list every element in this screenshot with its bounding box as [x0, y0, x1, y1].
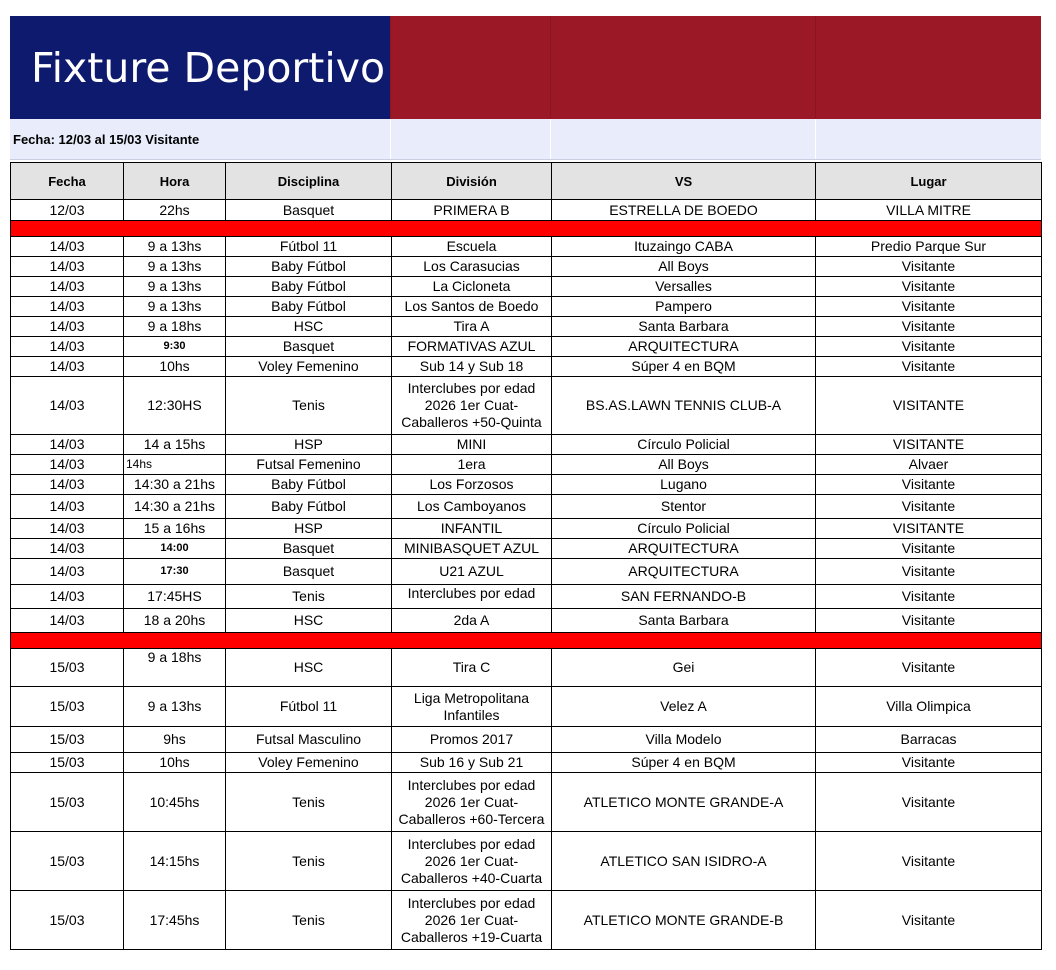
cell-lugar: Visitante	[816, 337, 1042, 357]
cell-vs: Versalles	[552, 277, 816, 297]
cell-hora: 15 a 16hs	[124, 519, 226, 539]
cell-lugar: Visitante	[816, 539, 1042, 559]
cell-vs: SAN FERNANDO-B	[552, 585, 816, 609]
cell-disciplina: HSC	[226, 609, 392, 633]
table-row	[11, 609, 1042, 633]
cell-division: Escuela	[392, 237, 552, 257]
cell-lugar: Visitante	[816, 277, 1042, 297]
cell-lugar: VILLA MITRE	[816, 200, 1042, 221]
page-title: Fixture Deportivo	[10, 16, 390, 119]
cell-vs: Pampero	[552, 297, 816, 317]
cell-vs: Súper 4 en BQM	[552, 357, 816, 377]
cell-hora: 17:30	[124, 559, 226, 585]
cell-disciplina: Tenis	[226, 377, 392, 435]
cell-division: FORMATIVAS AZUL	[392, 337, 552, 357]
cell-lugar: Visitante	[816, 559, 1042, 585]
separator-bar	[11, 221, 1042, 237]
cell-disciplina: Voley Femenino	[226, 357, 392, 377]
cell-disciplina: Tenis	[226, 773, 392, 832]
cell-division: PRIMERA B	[392, 200, 552, 221]
cell-division: MINI	[392, 435, 552, 455]
cell-fecha: 14/03	[11, 337, 124, 357]
cell-hora: 14 a 15hs	[124, 435, 226, 455]
cell-division: Liga Metropolitana Infantiles	[392, 687, 552, 727]
cell-hora: 17:45hs	[124, 891, 226, 950]
table-row	[11, 519, 1042, 539]
cell-disciplina: HSP	[226, 519, 392, 539]
cell-fecha: 15/03	[11, 891, 124, 950]
cell-fecha: 14/03	[11, 585, 124, 609]
column-header-hora: Hora	[124, 163, 226, 200]
table-row	[11, 475, 1042, 495]
cell-hora: 9:30	[124, 337, 226, 357]
cell-vs: Santa Barbara	[552, 317, 816, 337]
fixture-table	[10, 162, 1042, 950]
cell-lugar: VISITANTE	[816, 519, 1042, 539]
cell-division: MINIBASQUET AZUL	[392, 539, 552, 559]
table-row	[11, 200, 1042, 221]
cell-hora: 9hs	[124, 727, 226, 753]
cell-hora: 9 a 13hs	[124, 297, 226, 317]
cell-vs: All Boys	[552, 455, 816, 475]
cell-vs: ESTRELLA DE BOEDO	[552, 200, 816, 221]
cell-fecha: 14/03	[11, 559, 124, 585]
table-row	[11, 317, 1042, 337]
cell-lugar: VISITANTE	[816, 435, 1042, 455]
cell-disciplina: Basquet	[226, 539, 392, 559]
cell-division: Los Carasucias	[392, 257, 552, 277]
cell-hora: 10:45hs	[124, 773, 226, 832]
table-row	[11, 297, 1042, 317]
cell-disciplina: Baby Fútbol	[226, 475, 392, 495]
cell-lugar: Predio Parque Sur	[816, 237, 1042, 257]
cell-vs: Círculo Policial	[552, 519, 816, 539]
cell-hora: 14hs	[124, 455, 226, 475]
cell-lugar: Barracas	[816, 727, 1042, 753]
table-row	[11, 585, 1042, 609]
cell-fecha: 14/03	[11, 237, 124, 257]
table-row	[11, 257, 1042, 277]
cell-division: La Cicloneta	[392, 277, 552, 297]
cell-disciplina: Baby Fútbol	[226, 277, 392, 297]
cell-vs: Gei	[552, 649, 816, 687]
cell-lugar: Visitante	[816, 317, 1042, 337]
cell-disciplina: HSC	[226, 317, 392, 337]
table-row	[11, 435, 1042, 455]
table-row	[11, 727, 1042, 753]
cell-lugar: Visitante	[816, 585, 1042, 609]
cell-hora: 17:45HS	[124, 585, 226, 609]
cell-division: U21 AZUL	[392, 559, 552, 585]
table-row	[11, 377, 1042, 435]
cell-fecha: 14/03	[11, 609, 124, 633]
column-header-disciplina: Disciplina	[226, 163, 392, 200]
cell-hora: 9 a 13hs	[124, 277, 226, 297]
separator-row	[11, 221, 1042, 237]
cell-vs: Ituzaingo CABA	[552, 237, 816, 257]
cell-fecha: 14/03	[11, 357, 124, 377]
cell-vs: Santa Barbara	[552, 609, 816, 633]
table-row	[11, 753, 1042, 773]
cell-vs: ARQUITECTURA	[552, 559, 816, 585]
cell-hora: 9 a 13hs	[124, 237, 226, 257]
table-row	[11, 455, 1042, 475]
column-header-division: División	[392, 163, 552, 200]
cell-lugar: Visitante	[816, 495, 1042, 519]
cell-lugar: Visitante	[816, 357, 1042, 377]
cell-disciplina: Tenis	[226, 585, 392, 609]
cell-disciplina: Voley Femenino	[226, 753, 392, 773]
table-row	[11, 773, 1042, 832]
cell-fecha: 15/03	[11, 832, 124, 891]
cell-disciplina: Basquet	[226, 200, 392, 221]
cell-hora: 14:00	[124, 539, 226, 559]
cell-division: Interclubes por edad	[392, 585, 552, 609]
table-row	[11, 539, 1042, 559]
table-row	[11, 495, 1042, 519]
cell-disciplina: Futsal Femenino	[226, 455, 392, 475]
cell-vs: Círculo Policial	[552, 435, 816, 455]
cell-division: Interclubes por edad 2026 1er Cuat-Caballeros +60-Tercera	[392, 773, 552, 832]
date-range-label: Fecha: 12/03 al 15/03 Visitante	[13, 131, 200, 147]
cell-hora: 9 a 18hs	[124, 317, 226, 337]
cell-disciplina: Baby Fútbol	[226, 257, 392, 277]
cell-fecha: 14/03	[11, 435, 124, 455]
cell-fecha: 15/03	[11, 687, 124, 727]
cell-hora: 18 a 20hs	[124, 609, 226, 633]
cell-vs: ATLETICO MONTE GRANDE-B	[552, 891, 816, 950]
cell-lugar: Visitante	[816, 475, 1042, 495]
table-row	[11, 237, 1042, 257]
cell-division: Interclubes por edad 2026 1er Cuat-Caballeros +19-Cuarta	[392, 891, 552, 950]
cell-disciplina: HSC	[226, 649, 392, 687]
cell-disciplina: Futsal Masculino	[226, 727, 392, 753]
cell-vs: Villa Modelo	[552, 727, 816, 753]
cell-fecha: 14/03	[11, 539, 124, 559]
cell-disciplina: Basquet	[226, 337, 392, 357]
banner-red-cell	[390, 16, 551, 119]
cell-fecha: 14/03	[11, 377, 124, 435]
cell-fecha: 14/03	[11, 475, 124, 495]
table-row	[11, 357, 1042, 377]
cell-lugar: Visitante	[816, 773, 1042, 832]
cell-fecha: 14/03	[11, 455, 124, 475]
cell-fecha: 14/03	[11, 519, 124, 539]
cell-hora: 10hs	[124, 357, 226, 377]
cell-fecha: 15/03	[11, 649, 124, 687]
cell-division: Tira A	[392, 317, 552, 337]
banner-red-cell	[815, 16, 1041, 119]
cell-hora: 14:30 a 21hs	[124, 495, 226, 519]
cell-vs: ATLETICO MONTE GRANDE-A	[552, 773, 816, 832]
cell-hora: 14:30 a 21hs	[124, 475, 226, 495]
cell-vs: Lugano	[552, 475, 816, 495]
column-header-fecha: Fecha	[11, 163, 124, 200]
cell-fecha: 15/03	[11, 727, 124, 753]
cell-lugar: Visitante	[816, 609, 1042, 633]
cell-division: Los Camboyanos	[392, 495, 552, 519]
table-row	[11, 559, 1042, 585]
cell-fecha: 15/03	[11, 753, 124, 773]
cell-lugar: Visitante	[816, 753, 1042, 773]
cell-hora: 12:30HS	[124, 377, 226, 435]
cell-lugar: Visitante	[816, 649, 1042, 687]
fixture-sheet	[10, 16, 1041, 950]
cell-vs: ARQUITECTURA	[552, 337, 816, 357]
cell-vs: ATLETICO SAN ISIDRO-A	[552, 832, 816, 891]
cell-division: INFANTIL	[392, 519, 552, 539]
cell-fecha: 12/03	[11, 200, 124, 221]
cell-fecha: 14/03	[11, 277, 124, 297]
cell-division: Sub 16 y Sub 21	[392, 753, 552, 773]
cell-hora: 14:15hs	[124, 832, 226, 891]
cell-lugar: Visitante	[816, 297, 1042, 317]
cell-division: Interclubes por edad 2026 1er Cuat-Caballeros +50-Quinta	[392, 377, 552, 435]
table-row	[11, 649, 1042, 687]
date-range-row	[10, 119, 1041, 160]
cell-vs: All Boys	[552, 257, 816, 277]
table-row	[11, 687, 1042, 727]
cell-division: 1era	[392, 455, 552, 475]
cell-vs: BS.AS.LAWN TENNIS CLUB-A	[552, 377, 816, 435]
table-row	[11, 337, 1042, 357]
cell-disciplina: Tenis	[226, 891, 392, 950]
cell-hora: 9 a 13hs	[124, 687, 226, 727]
title-banner	[10, 16, 1041, 119]
cell-hora: 22hs	[124, 200, 226, 221]
cell-lugar: Villa Olimpica	[816, 687, 1042, 727]
cell-division: Tira C	[392, 649, 552, 687]
cell-hora: 10hs	[124, 753, 226, 773]
cell-disciplina: Fútbol 11	[226, 687, 392, 727]
cell-disciplina: Basquet	[226, 559, 392, 585]
table-row	[11, 832, 1042, 891]
separator-bar	[11, 633, 1042, 649]
cell-fecha: 14/03	[11, 297, 124, 317]
cell-vs: Súper 4 en BQM	[552, 753, 816, 773]
cell-vs: ARQUITECTURA	[552, 539, 816, 559]
cell-vs: Stentor	[552, 495, 816, 519]
cell-disciplina: Baby Fútbol	[226, 495, 392, 519]
separator-row	[11, 633, 1042, 649]
cell-fecha: 14/03	[11, 495, 124, 519]
cell-disciplina: Fútbol 11	[226, 237, 392, 257]
cell-hora: 9 a 13hs	[124, 257, 226, 277]
cell-division: Los Santos de Boedo	[392, 297, 552, 317]
cell-disciplina: Baby Fútbol	[226, 297, 392, 317]
cell-division: Interclubes por edad 2026 1er Cuat-Caballeros +40-Cuarta	[392, 832, 552, 891]
cell-lugar: Visitante	[816, 891, 1042, 950]
cell-vs: Velez A	[552, 687, 816, 727]
cell-lugar: VISITANTE	[816, 377, 1042, 435]
cell-division: Promos 2017	[392, 727, 552, 753]
cell-division: Sub 14 y Sub 18	[392, 357, 552, 377]
table-row	[11, 891, 1042, 950]
cell-disciplina: Tenis	[226, 832, 392, 891]
cell-fecha: 14/03	[11, 257, 124, 277]
table-header-row	[11, 163, 1042, 200]
cell-lugar: Visitante	[816, 832, 1042, 891]
cell-disciplina: HSP	[226, 435, 392, 455]
column-header-lugar: Lugar	[816, 163, 1042, 200]
cell-fecha: 15/03	[11, 773, 124, 832]
cell-hora: 9 a 18hs	[124, 649, 226, 687]
table-row	[11, 277, 1042, 297]
cell-division: 2da A	[392, 609, 552, 633]
banner-red-cell	[550, 16, 814, 119]
cell-lugar: Visitante	[816, 257, 1042, 277]
column-header-vs: VS	[552, 163, 816, 200]
cell-fecha: 14/03	[11, 317, 124, 337]
cell-division: Los Forzosos	[392, 475, 552, 495]
cell-lugar: Alvaer	[816, 455, 1042, 475]
